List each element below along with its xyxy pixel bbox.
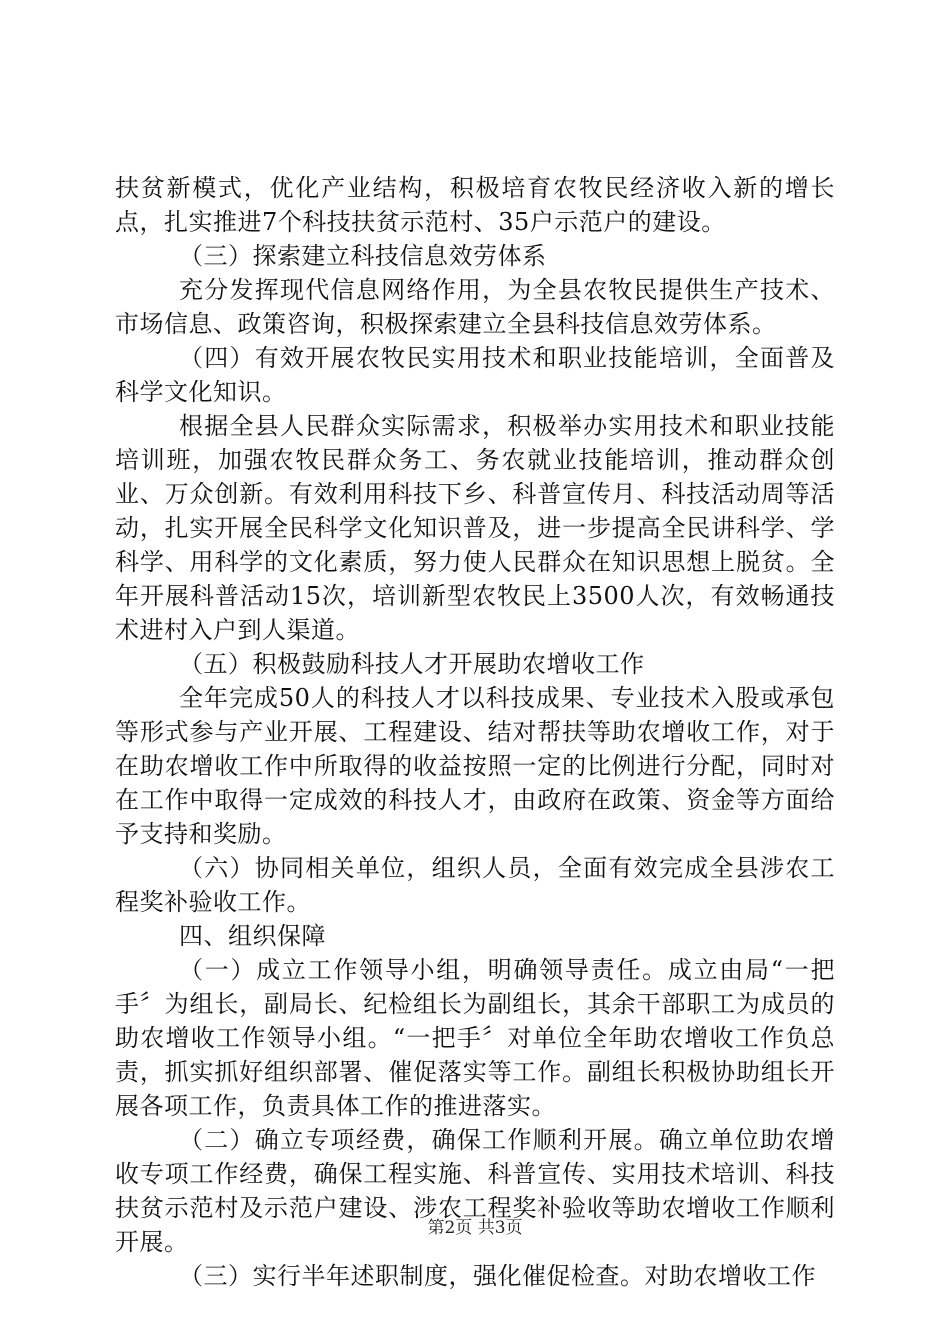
- paragraph-semiannual-report: （三）实行半年述职制度，强化催促检查。对助农增收工作: [179, 1262, 816, 1290]
- section-heading-organization: 四、组织保障: [179, 922, 326, 950]
- page-number-footer: 第2页 共3页: [427, 1218, 523, 1238]
- heading-4-skill-training: （四）有效开展农牧民实用技术和职业技能培训，全面普及科学文化知识。: [115, 344, 835, 406]
- document-body: [115, 171, 835, 1293]
- heading-6-project-acceptance: （六）协同相关单位，组织人员，全面有效完成全县涉农工程奖补验收工作。: [115, 854, 835, 916]
- paragraph-special-funding: （二）确立专项经费，确保工作顺利开展。确立单位助农增收专项工作经费，确保工程实施、科普宣传、实用技术培训、科技扶贫示范村及示范户建设、涉农工程奖补验收等助农增收工作顺利开展。: [115, 1126, 835, 1256]
- paragraph-leading-group: （一）成立工作领导小组，明确领导责任。成立由局“一把手〞为组长，副局长、纪检组长为副组长，其余干部职工为成员的助农增收工作领导小组。“一把手〞对单位全年助农增收工作负总责，抓实抓好组织部署、催促落实等工作。副组长积极协助组长开展各项工作，负责具体工作的推进落实。: [115, 956, 835, 1120]
- heading-5-talent-encouragement: （五）积极鼓励科技人才开展助农增收工作: [179, 650, 645, 678]
- paragraph-talent-details: 全年完成50人的科技人才以科技成果、专业技术入股或承包等形式参与产业开展、工程建设、结对帮扶等助农增收工作，对于在助农增收工作中所取得的收益按照一定的比例进行分配，同时对在工作中取得一定成效的科技人才，由政府在政策、资金等方面给予支持和奖励。: [115, 684, 835, 848]
- paragraph-info-network: 充分发挥现代信息网络作用，为全县农牧民提供生产技术、市场信息、政策咨询，积极探索建立全县科技信息效劳体系。: [115, 276, 835, 338]
- paragraph-training-details: 根据全县人民群众实际需求，积极举办实用技术和职业技能培训班，加强农牧民群众务工、务农就业技能培训，推动群众创业、万众创新。有效利用科技下乡、科普宣传月、科技活动周等活动，扎实开展全民科学文化知识普及，进一步提高全民讲科学、学科学、用科学的文化素质，努力使人民群众在知识思想上脱贫。全年开展科普活动15次，培训新型农牧民上3500人次，有效畅通技术进村入户到人渠道。: [115, 412, 835, 644]
- heading-3-info-service: （三）探索建立科技信息效劳体系: [179, 242, 547, 270]
- paragraph-continued: 扶贫新模式，优化产业结构，积极培育农牧民经济收入新的增长点，扎实推进7个科技扶贫示范村、35户示范户的建设。: [115, 174, 835, 236]
